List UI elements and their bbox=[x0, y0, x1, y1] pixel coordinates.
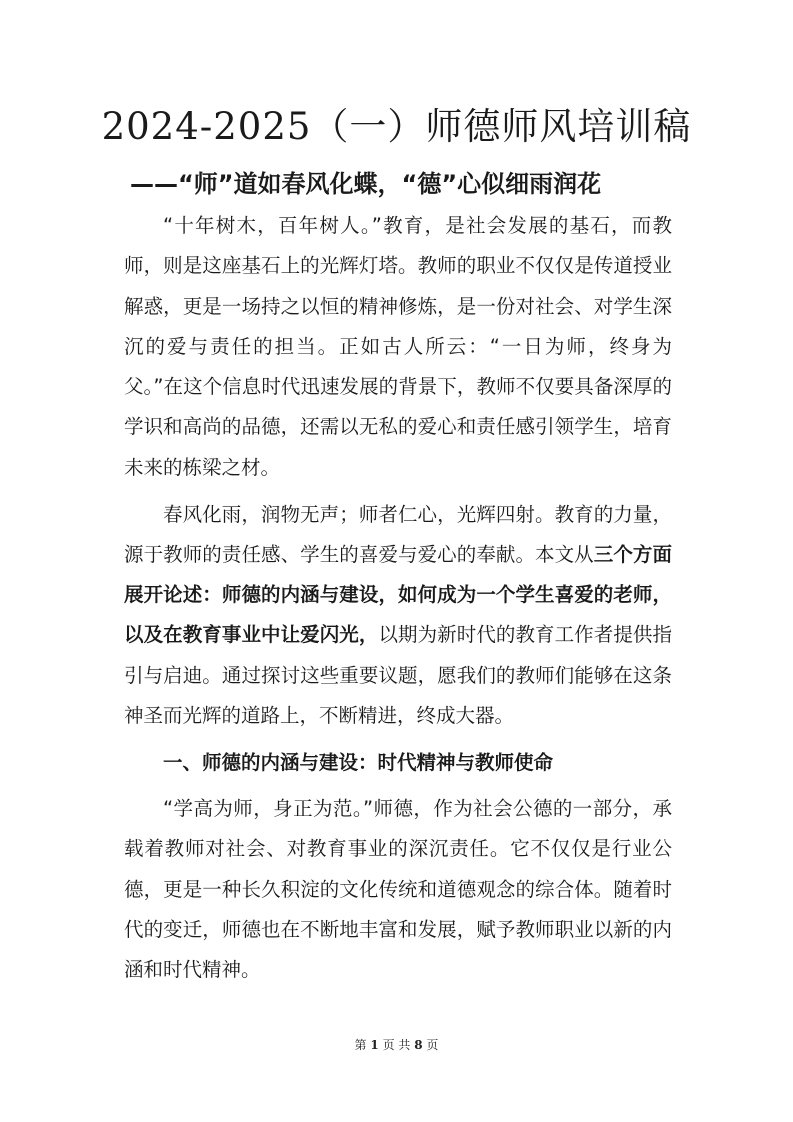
footer-prefix: 第 bbox=[354, 1038, 367, 1052]
paragraph-intro: “十年树木，百年树人。”教育，是社会发展的基石，而教师，则是这座基石上的光辉灯塔。教师的职业不仅仅是传道授业解惑，更是一场持之以恒的精神修炼，是一份对社会、对学生深沉的爱与责任的担当。正如古人所云：“一日为师，终身为父。”在这个信息时代迅速发展的背景下，教师不仅要具备深厚的学识和高尚的品德，还需以无私的爱心和责任感引领学生，培育未来的栋梁之材。 bbox=[124, 214, 672, 479]
paragraph-overview-bold: 三个方面展开论述：师德的内涵与建设，如何成为一个学生喜爱的老师，以及在教育事业中让爱闪光， bbox=[124, 542, 672, 647]
document-body bbox=[124, 206, 672, 997]
footer-middle: 页 共 bbox=[382, 1038, 411, 1052]
footer-total-pages: 8 bbox=[414, 1038, 423, 1052]
footer-page-number: 1 bbox=[370, 1038, 379, 1052]
footer-suffix: 页 bbox=[426, 1038, 439, 1052]
document-title: 2024-2025（一）师德师风培训稿 bbox=[101, 105, 692, 148]
section-heading-1: 一、师德的内涵与建设：时代精神与教师使命 bbox=[163, 750, 554, 774]
paragraph-overview-text-b: 以期为新时代的教育工作者提供指引与启迪。通过探讨这些重要议题，愿我们的教师们能够在这条神圣而光辉的道路上，不断精进，终成大器。 bbox=[124, 623, 672, 728]
paragraph-section-1: “学高为师，身正为范。”师德，作为社会公德的一部分，承载着教师对社会、对教育事业的深沉责任。它不仅仅是行业公德，更是一种长久积淀的文化传统和道德观念的综合体。随着时代的变迁，师德也在不断地丰富和发展，赋予教师职业以新的内涵和时代精神。 bbox=[124, 797, 672, 982]
paragraph-overview-text-a: 春风化雨，润物无声；师者仁心，光辉四射。教育的力量，源于教师的责任感、学生的喜爱与爱心的奉献。本文从 bbox=[124, 502, 672, 566]
page-footer bbox=[0, 1037, 793, 1053]
paragraph-overview bbox=[124, 495, 672, 737]
document-subtitle: ——“师”道如春风化蝶，“德”心似细雨润花 bbox=[130, 170, 602, 198]
